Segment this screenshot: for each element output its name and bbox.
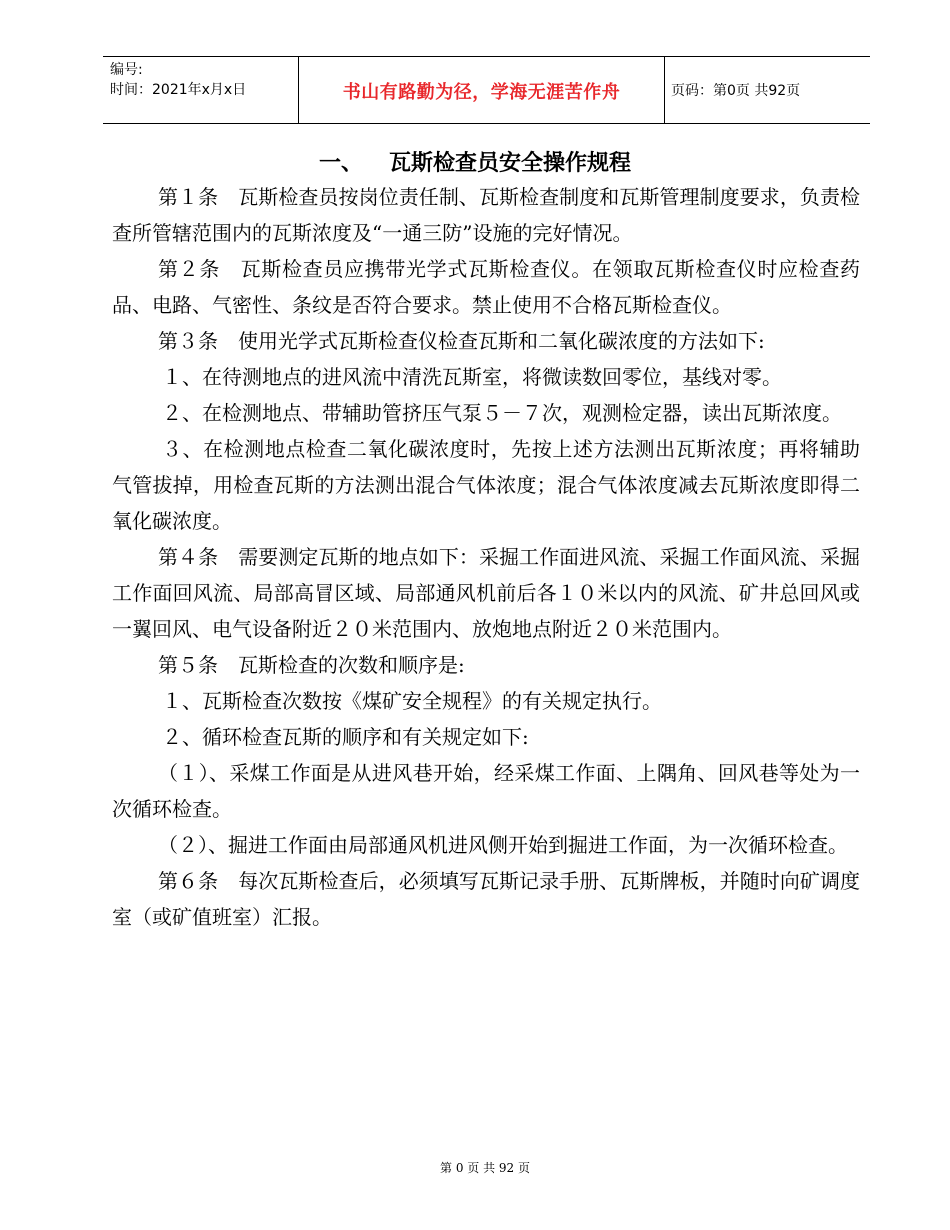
section-number: 一、 — [318, 151, 363, 176]
article-6: 第６条 每次瓦斯检查后，必须填写瓦斯记录手册、瓦斯牌板，并随时向矿调度室（或矿值班室）汇报。 — [112, 869, 860, 929]
article-2: 第２条 瓦斯检查员应携带光学式瓦斯检查仪。在领取瓦斯检查仪时应检查药品、电路、气密性、条纹是否符合要求。禁止使用不合格瓦斯检查仪。 — [112, 257, 860, 317]
article-5-item-2: ２、循环检查瓦斯的顺序和有关规定如下: — [162, 725, 529, 749]
header-page-info: 页码：第0页 共92页 — [671, 83, 801, 99]
article-5-subitem-2: （２）、掘进工作面由局部通风机进风侧开始到掘进工作面，为一次循环检查。 — [158, 833, 848, 857]
article-3-step-1: １、在待测地点的进风流中清洗瓦斯室，将微读数回零位，基线对零。 — [162, 365, 782, 389]
header-info-cell — [103, 57, 298, 123]
article-1: 第１条 瓦斯检查员按岗位责任制、瓦斯检查制度和瓦斯管理制度要求，负责检查所管辖范围内的瓦斯浓度及“一通三防”设施的完好情况。 — [112, 185, 860, 245]
article-3: 第３条 使用光学式瓦斯检查仪检查瓦斯和二氧化碳浓度的方法如下: — [158, 329, 765, 353]
document-header — [103, 56, 870, 124]
header-motto: 书山有路勤为径，学海无涯苦作舟 — [342, 82, 621, 103]
document-number-label: 编号: — [110, 62, 143, 78]
header-motto-cell — [298, 57, 665, 123]
article-3-step-2: ２、在检测地点、带辅助管挤压气泵５－７次，观测检定器，读出瓦斯浓度。 — [162, 401, 842, 425]
section-title — [0, 146, 950, 177]
document-time-label: 时间：2021年x月x日 — [110, 82, 247, 98]
section-title-text: 瓦斯检查员安全操作规程 — [389, 151, 632, 176]
document-body — [112, 179, 860, 935]
article-5: 第５条 瓦斯检查的次数和顺序是: — [158, 653, 465, 677]
article-5-item-1: １、瓦斯检查次数按《煤矿安全规程》的有关规定执行。 — [162, 689, 662, 713]
header-page-cell — [664, 57, 870, 123]
page-footer: 第 0 页 共 92 页 — [440, 1161, 530, 1175]
article-5-subitem-1: （１）、采煤工作面是从进风巷开始，经采煤工作面、上隅角、回风巷等处为一次循环检查。 — [112, 761, 860, 821]
article-4: 第４条 需要测定瓦斯的地点如下：采掘工作面进风流、采掘工作面风流、采掘工作面回风流、局部高冒区域、局部通风机前后各１０米以内的风流、矿井总回风或一翼回风、电气设备附近２０米范围内、放炮地点附近２０米范围内。 — [112, 545, 860, 641]
article-3-step-3: ３、在检测地点检查二氧化碳浓度时，先按上述方法测出瓦斯浓度；再将辅助气管拔掉，用检查瓦斯的方法测出混合气体浓度；混合气体浓度减去瓦斯浓度即得二氧化碳浓度。 — [112, 437, 860, 533]
